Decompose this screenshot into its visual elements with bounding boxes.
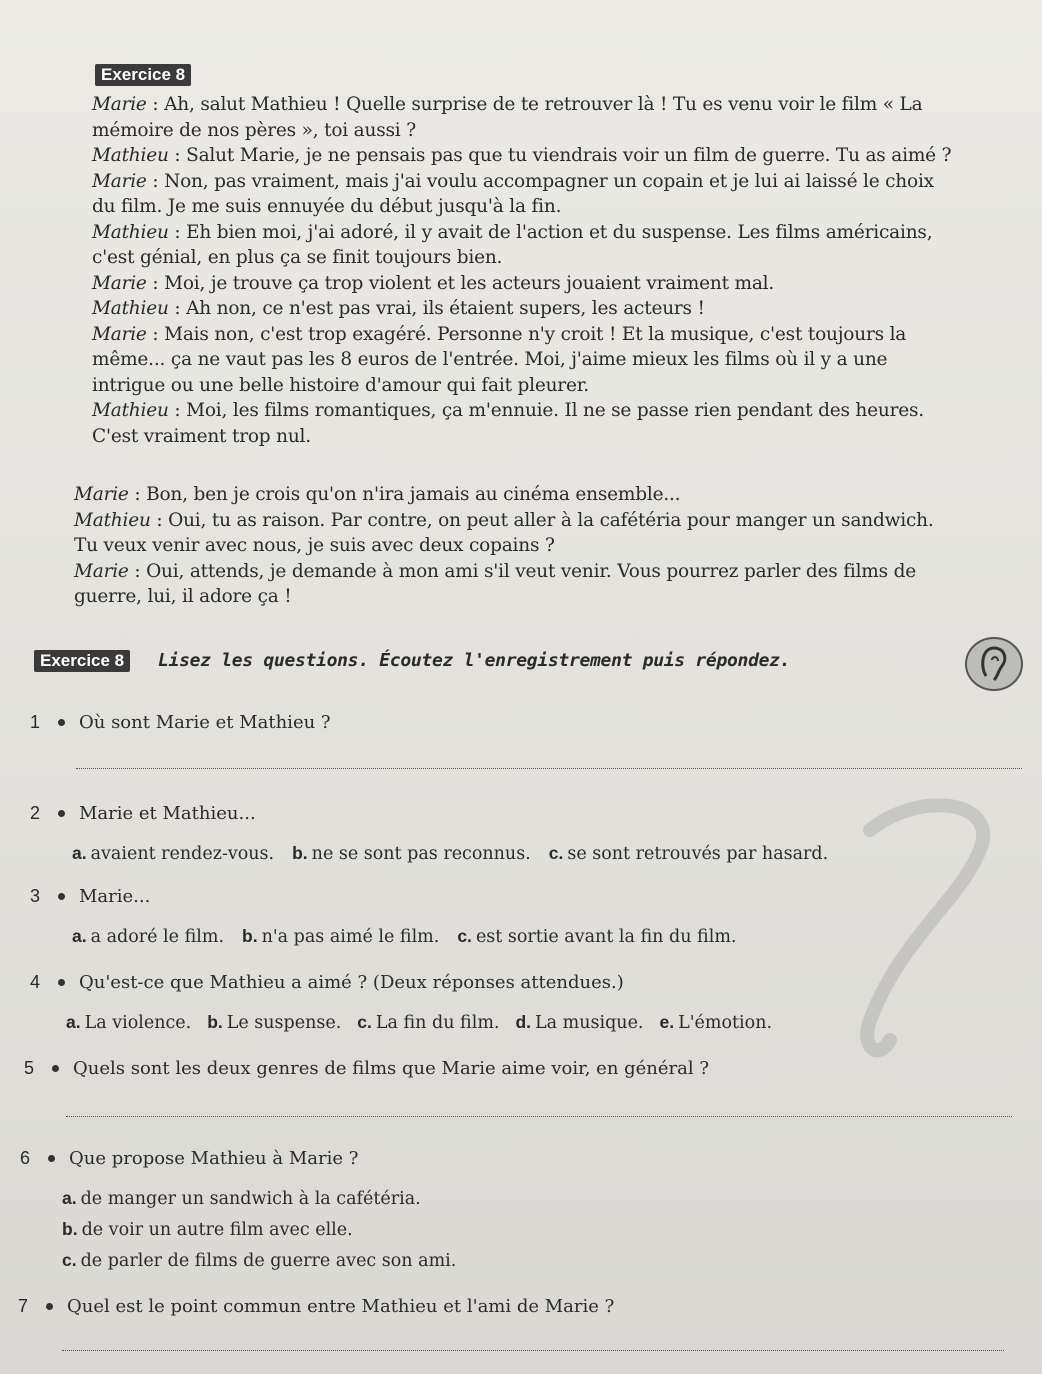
bullet-icon — [52, 1065, 59, 1072]
option[interactable]: e. L'émotion. — [659, 1012, 773, 1033]
listening-ear-icon — [964, 636, 1024, 692]
bullet-icon — [58, 810, 65, 817]
dialogue-block-1 — [92, 92, 954, 449]
question-5: 5 Quels sont les deux genres de films que Marie aime voir, en général ? — [24, 1058, 710, 1079]
question-7: 7 Quel est le point commun entre Mathieu et l'ami de Marie ? — [18, 1296, 615, 1317]
option[interactable]: c. se sont retrouvés par hasard. — [548, 843, 829, 864]
question-6: 6 Que propose Mathieu à Marie ? — [20, 1148, 359, 1169]
option[interactable]: b. n'a pas aimé le film. — [242, 926, 440, 947]
dialogue-line: Mathieu : Ah non, ce n'est pas vrai, ils étaient supers, les acteurs ! — [92, 298, 705, 319]
option[interactable]: a. avaient rendez-vous. — [72, 843, 275, 864]
dialogue-line: Mathieu : Oui, tu as raison. Par contre, on peut aller à la cafétéria pour manger un sandwich. Tu veux venir avec nous, je suis avec deux copains ? — [74, 509, 934, 556]
bullet-icon — [58, 719, 65, 726]
question-3-options — [72, 926, 736, 947]
exercise-badge-top: Exercice 8 — [95, 64, 191, 86]
dialogue-block-2 — [74, 482, 936, 610]
dialogue-line: Marie : Bon, ben je crois qu'on n'ira jamais au cinéma ensemble... — [74, 484, 681, 505]
dialogue-line: Marie : Moi, je trouve ça trop violent et les acteurs jouaient vraiment mal. — [92, 272, 775, 294]
question-3: 3 Marie... — [30, 886, 151, 907]
exercise-instruction: Lisez les questions. Écoutez l'enregistrement puis répondez. — [158, 650, 791, 671]
dialogue-line: Marie : Oui, attends, je demande à mon ami s'il veut venir. Vous pourrez parler des films de guerre, lui, il adore ça ! — [74, 560, 917, 607]
question-2: 2 Marie et Mathieu... — [30, 803, 256, 824]
question-2-options — [72, 843, 828, 864]
bullet-icon — [58, 979, 65, 986]
question-4-options — [66, 1012, 772, 1033]
pencil-scribble — [830, 790, 1020, 1070]
dialogue-line: Mathieu : Eh bien moi, j'ai adoré, il y avait de l'action et du suspense. Les films américains, c'est génial, en plus ça se finit toujours bien. — [92, 221, 933, 268]
option[interactable]: b. Le suspense. — [207, 1012, 342, 1033]
answer-line-1[interactable] — [76, 768, 1022, 769]
bullet-icon — [58, 893, 65, 900]
option[interactable]: a. La violence. — [66, 1012, 192, 1033]
dialogue-line: Marie : Non, pas vraiment, mais j'ai voulu accompagner un copain et je lui ai laissé le choix du film. Je me suis ennuyée du début jusqu'à la fin. — [92, 170, 934, 217]
dialogue-line: Mathieu : Salut Marie, je ne pensais pas que tu viendrais voir un film de guerre. Tu as aimé ? — [92, 145, 952, 166]
option[interactable]: a. de manger un sandwich à la cafétéria. — [62, 1188, 421, 1209]
option[interactable]: c. de parler de films de guerre avec son ami. — [62, 1250, 457, 1271]
answer-line-5[interactable] — [66, 1116, 1012, 1117]
bullet-icon — [46, 1303, 53, 1310]
question-6-options — [62, 1183, 456, 1276]
question-4: 4 Qu'est-ce que Mathieu a aimé ? (Deux réponses attendues.) — [30, 972, 624, 993]
answer-line-7[interactable] — [62, 1350, 1004, 1351]
bullet-icon — [48, 1155, 55, 1162]
option[interactable]: c. est sortie avant la fin du film. — [457, 926, 737, 947]
dialogue-line: Mathieu : Moi, les films romantiques, ça m'ennuie. Il ne se passe rien pendant des heures. C'est vraiment trop nul. — [92, 400, 924, 447]
dialogue-line: Marie : Ah, salut Mathieu ! Quelle surprise de te retrouver là ! Tu es venu voir le film « La mémoire de nos pères », toi aussi ? — [92, 94, 923, 141]
dialogue-line: Marie : Mais non, c'est trop exagéré. Personne n'y croit ! Et la musique, c'est toujours la même... ça ne vaut pas les 8 euros de l'entrée. Moi, j'aime mieux les films où il y a une intrigue ou une belle histoire d'amour qui fait pleurer. — [92, 323, 907, 396]
question-1: 1 Où sont Marie et Mathieu ? — [30, 712, 331, 733]
option[interactable]: b. ne se sont pas reconnus. — [292, 843, 531, 864]
option[interactable]: d. La musique. — [515, 1012, 644, 1033]
option[interactable]: c. La fin du film. — [357, 1012, 500, 1033]
exercise-badge-bottom: Exercice 8 — [34, 650, 130, 672]
option[interactable]: a. a adoré le film. — [72, 926, 225, 947]
option[interactable]: b. de voir un autre film avec elle. — [62, 1219, 353, 1240]
